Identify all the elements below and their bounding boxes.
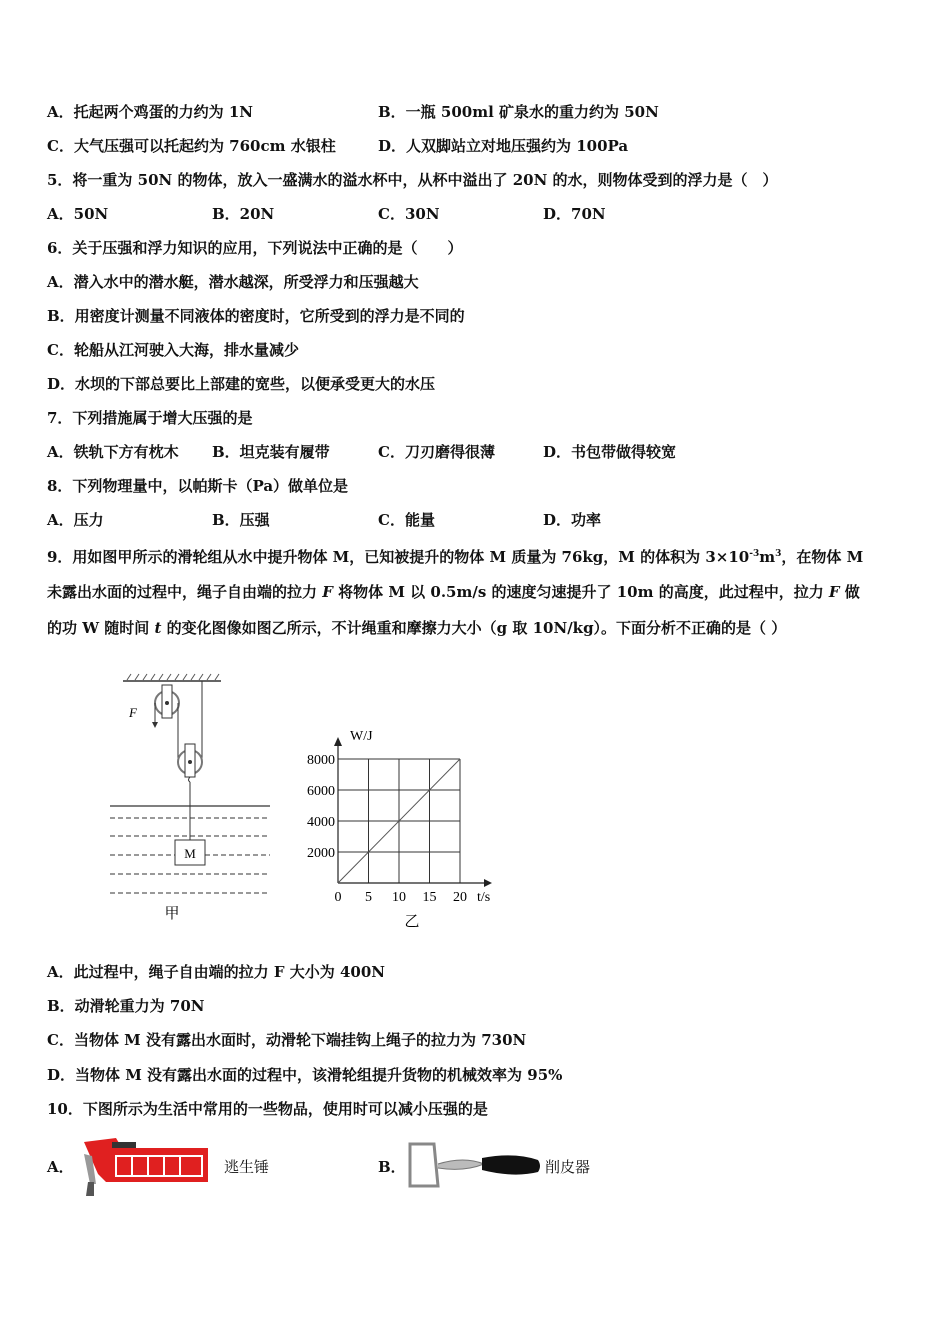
variable-f: F xyxy=(322,583,333,601)
q5-option-b: B．20N xyxy=(212,205,275,223)
q9-option-b: B．动滑轮重力为 70N xyxy=(47,997,205,1015)
x-axis-label: t/s xyxy=(477,890,491,905)
q9-text: 做 xyxy=(839,583,860,601)
q8-option-d: D．功率 xyxy=(543,511,602,529)
q4-option-b: B．一瓶 500ml 矿泉水的重力约为 50N xyxy=(378,103,659,121)
x-tick-label: 10 xyxy=(392,890,406,905)
q8-option-b: B．压强 xyxy=(212,511,270,529)
y-tick-label: 6000 xyxy=(307,784,335,799)
peeler-image xyxy=(404,1138,544,1194)
chart-title: 乙 xyxy=(404,914,420,930)
q9-text: 将物体 M 以 0.5m/s 的速度匀速提升了 10m 的高度，此过程中，拉力 xyxy=(332,583,829,601)
q5-option-d: D．70N xyxy=(543,205,606,223)
y-tick-label: 4000 xyxy=(307,815,335,830)
q5-option-a: A．50N xyxy=(47,205,109,223)
variable-f: F xyxy=(828,583,840,601)
q6-stem: 6．关于压强和浮力知识的应用，下列说法中正确的是（ ） xyxy=(47,239,463,257)
q4-option-d: D．人双脚站立对地压强约为 100Pa xyxy=(378,137,629,155)
q8-option-c: C．能量 xyxy=(378,511,435,529)
exponent: 3 xyxy=(775,549,782,559)
q8-option-a: A．压力 xyxy=(47,511,104,529)
q10-option-b-label: 削皮器 xyxy=(545,1158,591,1176)
block-label: M xyxy=(184,846,196,861)
q5-option-c: C．30N xyxy=(378,205,440,223)
q9-text: 的变化图像如图乙所示，不计绳重和摩擦力大小（g 取 10N/kg）。下面分析不正确的是（ ） xyxy=(161,619,787,637)
q10-option-a-letter: A． xyxy=(47,1158,74,1176)
q7-stem: 7．下列措施属于增大压强的是 xyxy=(47,409,253,427)
q8-stem: 8．下列物理量中，以帕斯卡（Pa）做单位是 xyxy=(47,477,349,495)
y-tick-label: 2000 xyxy=(307,846,335,861)
q9-text: m xyxy=(759,548,776,566)
q9-text: 9．用如图甲所示的滑轮组从水中提升物体 M，已知被提升的物体 M 质量为 76kg，M 的体积为 3×10 xyxy=(47,548,750,566)
x-axis-arrow xyxy=(484,879,492,887)
work-time-chart xyxy=(290,720,510,935)
variable-t: t xyxy=(154,619,162,637)
q9-text: 的功 W 随时间 xyxy=(47,619,155,637)
q10-option-b-letter: B． xyxy=(378,1158,406,1176)
q9-stem-line3 xyxy=(47,618,786,638)
q6-option-d: D．水坝的下部总要比上部建的宽些，以便承受更大的水压 xyxy=(47,375,436,393)
q9-option-c: C．当物体 M 没有露出水面时，动滑轮下端挂钩上绳子的拉力为 730N xyxy=(47,1031,527,1049)
q10-stem: 10．下图所示为生活中常用的一些物品，使用时可以减小压强的是 xyxy=(47,1100,488,1118)
y-tick-label: 8000 xyxy=(307,753,335,768)
q7-option-b: B．坦克装有履带 xyxy=(212,443,330,461)
q9-stem-line1 xyxy=(47,544,863,567)
escape-hammer-image xyxy=(76,1134,216,1200)
q9-text: ，在物体 M xyxy=(781,548,864,566)
q4-option-c: C．大气压强可以托起约为 760cm 水银柱 xyxy=(47,137,336,155)
q9-stem-line2 xyxy=(47,582,860,602)
y-axis-label: W/J xyxy=(350,729,373,744)
x-tick-label: 0 xyxy=(334,890,342,905)
q4-option-a: A．托起两个鸡蛋的力约为 1N xyxy=(47,103,254,121)
q5-stem: 5．将一重为 50N 的物体，放入一盛满水的溢水杯中，从杯中溢出了 20N 的水，则物体受到的浮力是（ ） xyxy=(47,171,778,189)
q9-text: 未露出水面的过程中，绳子自由端的拉力 xyxy=(47,583,323,601)
q7-option-d: D．书包带做得较宽 xyxy=(543,443,677,461)
q9-option-d: D．当物体 M 没有露出水面的过程中，该滑轮组提升货物的机械效率为 95% xyxy=(47,1066,563,1084)
x-tick-label: 15 xyxy=(422,890,437,905)
x-tick-label: 20 xyxy=(453,890,467,905)
exponent: -3 xyxy=(749,549,760,559)
q7-option-a: A．铁轨下方有枕木 xyxy=(47,443,179,461)
q9-option-a: A．此过程中，绳子自由端的拉力 F 大小为 400N xyxy=(47,963,385,981)
x-tick-label: 5 xyxy=(365,890,372,905)
q6-option-c: C．轮船从江河驶入大海，排水量减少 xyxy=(47,341,299,359)
y-axis-arrow xyxy=(334,737,342,746)
q6-option-b: B．用密度计测量不同液体的密度时，它所受到的浮力是不同的 xyxy=(47,307,465,325)
pulley-figure xyxy=(105,670,275,930)
force-label: F xyxy=(129,705,137,720)
q7-option-c: C．刀刃磨得很薄 xyxy=(378,443,495,461)
q6-option-a: A．潜入水中的潜水艇，潜水越深，所受浮力和压强越大 xyxy=(47,273,419,291)
figure-caption-jia: 甲 xyxy=(164,904,180,922)
q10-option-a-label: 逃生锤 xyxy=(224,1158,270,1176)
